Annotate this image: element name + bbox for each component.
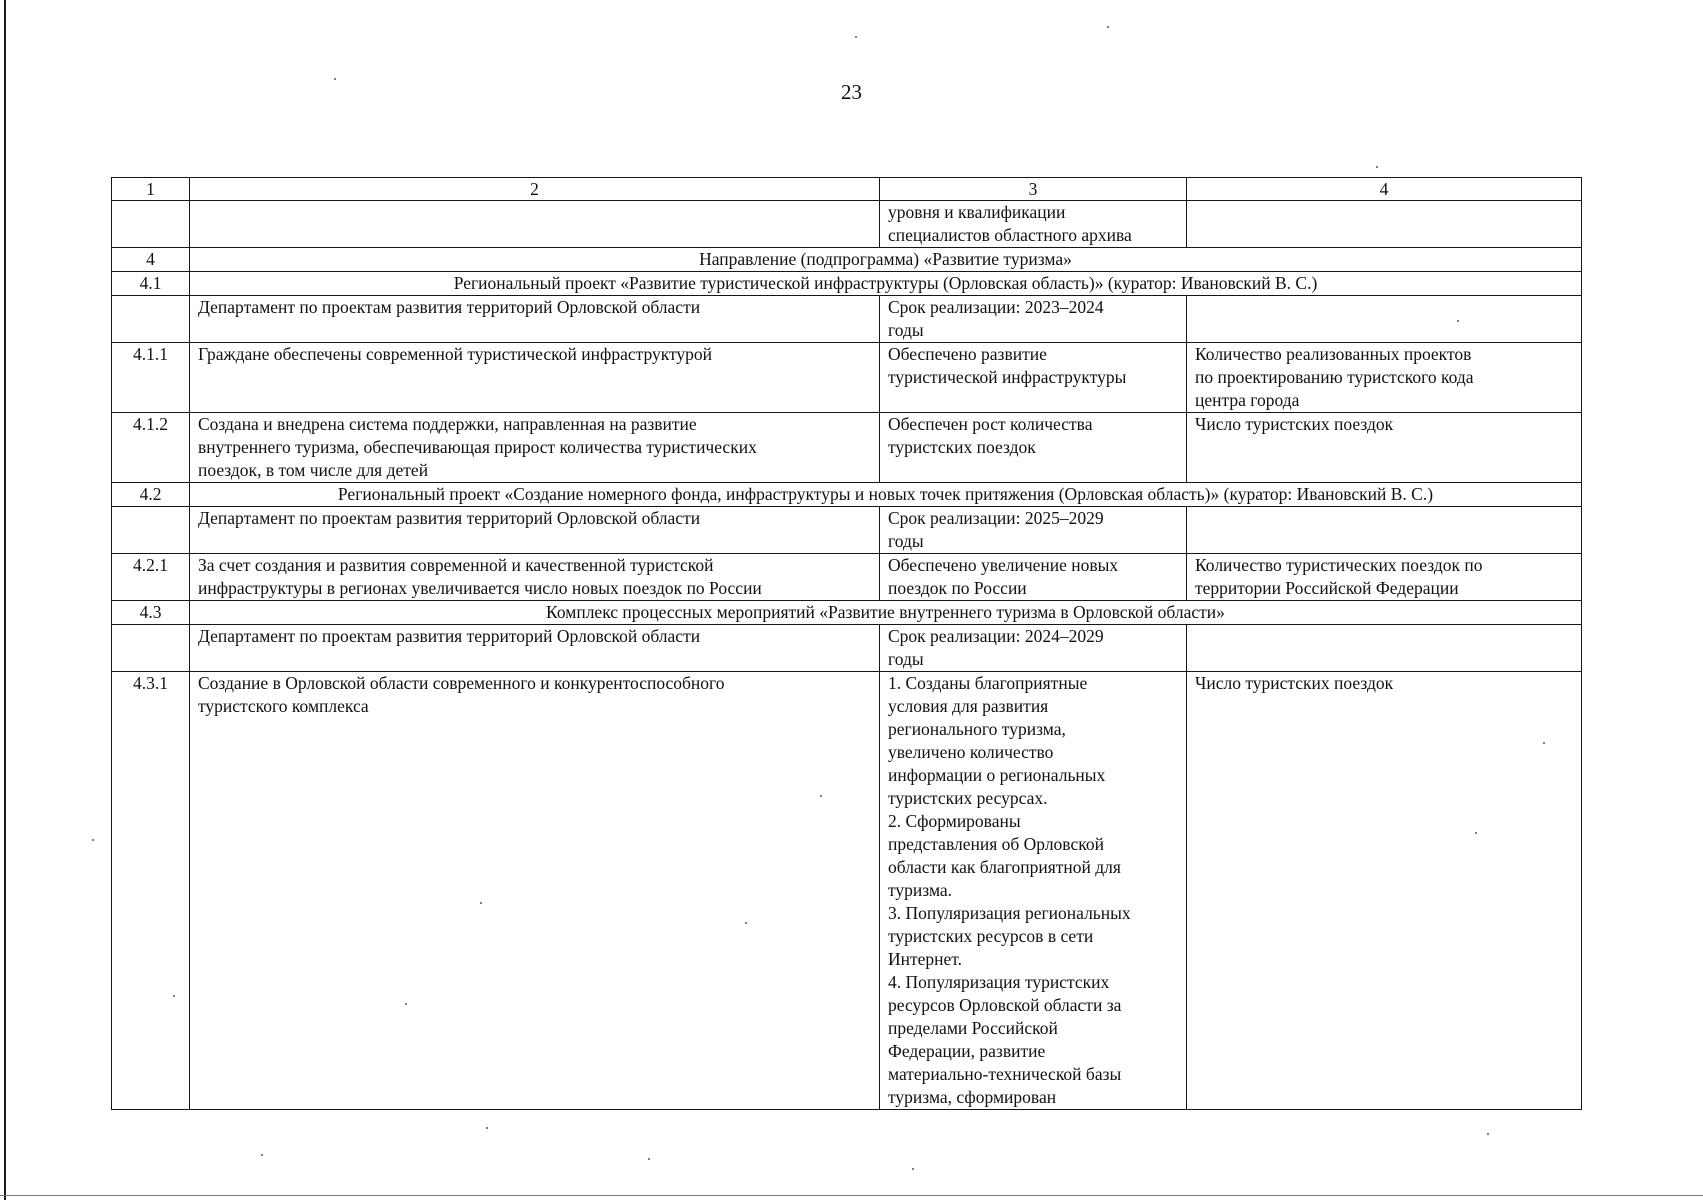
table-row — [112, 672, 1582, 1110]
scan-speck — [1543, 742, 1545, 744]
section-row — [112, 483, 1582, 507]
row-activity: Департамент по проектам развития территорий Орловской области — [190, 296, 880, 343]
section-title: Направление (подпрограмма) «Развитие туризма» — [190, 248, 1582, 272]
row-activity: Департамент по проектам развития территорий Орловской области — [190, 507, 880, 554]
table-row — [112, 625, 1582, 672]
row-indicator: Количество туристических поездок по территории Российской Федерации — [1187, 554, 1582, 601]
row-indicator: Число туристских поездок — [1187, 672, 1582, 1110]
scan-speck — [1475, 832, 1477, 834]
section-number: 4.2 — [112, 483, 190, 507]
page-number: 23 — [841, 80, 862, 104]
scan-speck — [912, 1168, 914, 1170]
row-number: 4.1.2 — [112, 413, 190, 483]
row-result: Обеспечено развитие туристической инфраструктуры — [880, 343, 1187, 413]
row-result: Обеспечен рост количества туристских поездок — [880, 413, 1187, 483]
row-indicator — [1187, 507, 1582, 554]
table-row — [112, 296, 1582, 343]
row-activity: Граждане обеспечены современной туристической инфраструктурой — [190, 343, 880, 413]
scan-speck — [486, 1127, 488, 1129]
row-indicator: Число туристских поездок — [1187, 413, 1582, 483]
row-number — [112, 625, 190, 672]
row-activity: Создание в Орловской области современного и конкурентоспособного туристского комплекса — [190, 672, 880, 1110]
section-title: Региональный проект «Создание номерного фонда, инфраструктуры и новых точек притяжения (Орловская область)» (куратор: Ивановский В. С.) — [190, 483, 1582, 507]
row-activity — [190, 201, 880, 248]
row-indicator: Количество реализованных проектов по проектированию туристского кода центра города — [1187, 343, 1582, 413]
scan-speck — [334, 78, 336, 80]
row-result: 1. Созданы благоприятные условия для развития регионального туризма, увеличено количество информации о региональных туристских ресурсах. 2. Сформированы представления об Орловской области как благоприятной для туризма. 3. Популяризация региональных туристских ресурсов в сети Интернет. 4. Популяризация туристских ресурсов Орловской области за пределами Российской Федерации, развитие материально-технической базы туризма, сформирован — [880, 672, 1187, 1110]
scan-speck — [1457, 320, 1459, 322]
section-title: Региональный проект «Развитие туристической инфраструктуры (Орловская область)» (куратор: Ивановский В. С.) — [190, 272, 1582, 296]
table-row — [112, 507, 1582, 554]
row-number: 4.2.1 — [112, 554, 190, 601]
row-indicator — [1187, 625, 1582, 672]
scan-speck — [1376, 166, 1378, 168]
section-number: 4.1 — [112, 272, 190, 296]
header-col-4: 4 — [1187, 178, 1582, 201]
scan-speck — [745, 922, 747, 924]
section-row — [112, 601, 1582, 625]
row-result: Срок реализации: 2023–2024 годы — [880, 296, 1187, 343]
row-number — [112, 507, 190, 554]
scan-speck — [820, 795, 822, 797]
table-row — [112, 554, 1582, 601]
header-col-1: 1 — [112, 178, 190, 201]
row-result: уровня и квалификации специалистов областного архива — [880, 201, 1187, 248]
row-activity: Департамент по проектам развития территорий Орловской области — [190, 625, 880, 672]
table-row — [112, 343, 1582, 413]
header-col-3: 3 — [880, 178, 1187, 201]
row-result: Срок реализации: 2024–2029 годы — [880, 625, 1187, 672]
table-row — [112, 201, 1582, 248]
row-number: 4.1.1 — [112, 343, 190, 413]
row-number — [112, 201, 190, 248]
scan-speck — [1487, 1133, 1489, 1135]
row-result: Срок реализации: 2025–2029 годы — [880, 507, 1187, 554]
section-number: 4.3 — [112, 601, 190, 625]
scan-speck — [173, 995, 175, 997]
scan-speck — [405, 1003, 407, 1005]
row-number: 4.3.1 — [112, 672, 190, 1110]
row-activity: За счет создания и развития современной и качественной туристской инфраструктуры в регионах увеличивается число новых поездок по России — [190, 554, 880, 601]
scan-speck — [92, 839, 94, 841]
section-title: Комплекс процессных мероприятий «Развитие внутреннего туризма в Орловской области» — [190, 601, 1582, 625]
scan-speck — [648, 1158, 650, 1160]
header-col-2: 2 — [190, 178, 880, 201]
page-bottom-rule — [0, 1195, 1703, 1196]
section-row — [112, 272, 1582, 296]
scan-speck — [480, 902, 482, 904]
section-number: 4 — [112, 248, 190, 272]
page-left-border — [4, 0, 6, 1200]
scan-speck — [855, 36, 857, 38]
table-row — [112, 413, 1582, 483]
program-table — [111, 177, 1582, 1110]
row-indicator — [1187, 201, 1582, 248]
scan-speck — [1107, 26, 1109, 28]
row-number — [112, 296, 190, 343]
row-result: Обеспечено увеличение новых поездок по России — [880, 554, 1187, 601]
section-row — [112, 248, 1582, 272]
scan-speck — [261, 1154, 263, 1156]
table-header-row — [112, 178, 1582, 201]
row-activity: Создана и внедрена система поддержки, направленная на развитие внутреннего туризма, обеспечивающая прирост количества туристических поездок, в том числе для детей — [190, 413, 880, 483]
row-indicator — [1187, 296, 1582, 343]
